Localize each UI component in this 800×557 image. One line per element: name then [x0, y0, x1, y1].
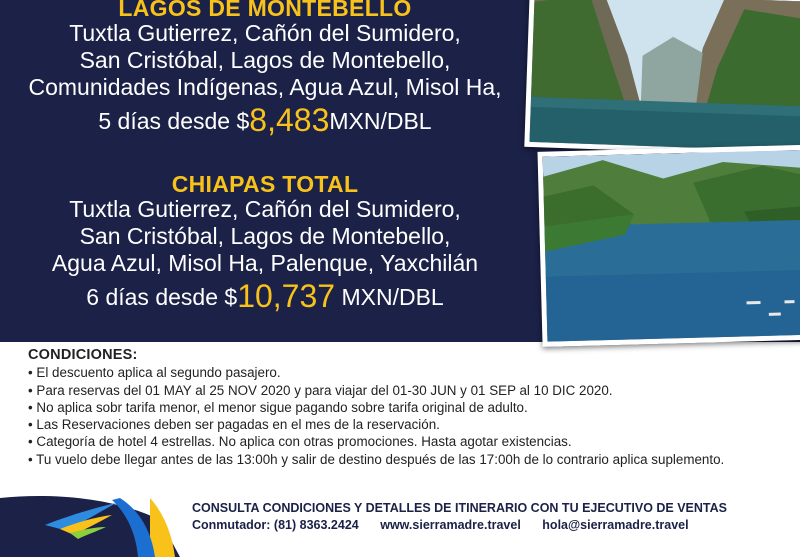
conditions-title: CONDICIONES:: [28, 347, 138, 363]
package-lagos-montebello: [0, 0, 530, 138]
footer-headline: CONSULTA CONDICIONES Y DETALLES DE ITINERARIO CON TU EJECUTIVO DE VENTAS: [192, 501, 727, 515]
condition-item: • Para reservas del 01 MAY al 25 NOV 2020 y para viajar del 01-30 JUN y 01 SEP al 10 DIC 2020.: [28, 382, 788, 399]
canyon-river-photo: [524, 0, 800, 157]
footer-contacts: [192, 517, 792, 534]
price-suffix: MXN/DBL: [329, 108, 432, 134]
price-prefix: 6 días desde $: [86, 284, 238, 310]
itinerary-line: Comunidades Indígenas, Agua Azul, Misol Ha,: [28, 74, 502, 100]
condition-item: • No aplica sobr tarifa menor, el menor sigue pagando sobre tarifa original de adulto.: [28, 399, 788, 416]
itinerary-line: Tuxtla Gutierrez, Cañón del Sumidero,: [69, 196, 461, 222]
price-row: [0, 103, 530, 138]
price-suffix: MXN/DBL: [335, 284, 444, 310]
condition-item: • Tu vuelo debe llegar antes de las 13:00h y salir de destino después de las 17:00h de lo contrario aplica suplemento.: [28, 451, 788, 468]
email-link[interactable]: hola@sierramadre.travel: [542, 518, 689, 532]
package-chiapas-total: [0, 172, 530, 314]
conditions-section: [28, 347, 788, 468]
price-prefix: 5 días desde $: [98, 108, 250, 134]
price-value: 8,483: [249, 102, 330, 138]
footer-contact-block: [192, 500, 792, 534]
itinerary-line: Tuxtla Gutierrez, Cañón del Sumidero,: [69, 20, 461, 46]
condition-item: • Categoría de hotel 4 estrellas. No aplica con otras promociones. Hasta agotar existencias.: [28, 433, 788, 450]
phone-number[interactable]: Conmutador: (81) 8363.2424: [192, 518, 359, 532]
itinerary-line: San Cristóbal, Lagos de Montebello,: [79, 47, 451, 73]
package-title: LAGOS DE MONTEBELLO: [118, 0, 412, 21]
price-row: [0, 279, 530, 314]
itinerary-line: Agua Azul, Misol Ha, Palenque, Yaxchilán: [51, 250, 479, 276]
price-value: 10,737: [237, 278, 336, 314]
lake-boats-photo: [537, 144, 800, 347]
condition-item: • El descuento aplica al segundo pasajero.: [28, 364, 788, 381]
airline-bird-logo: [40, 497, 120, 547]
itinerary-line: San Cristóbal, Lagos de Montebello,: [79, 223, 451, 249]
website-link[interactable]: www.sierramadre.travel: [380, 518, 521, 532]
package-title: CHIAPAS TOTAL: [171, 171, 359, 197]
condition-item: • Las Reservaciones deben ser pagadas en el mes de la reservación.: [28, 416, 788, 433]
